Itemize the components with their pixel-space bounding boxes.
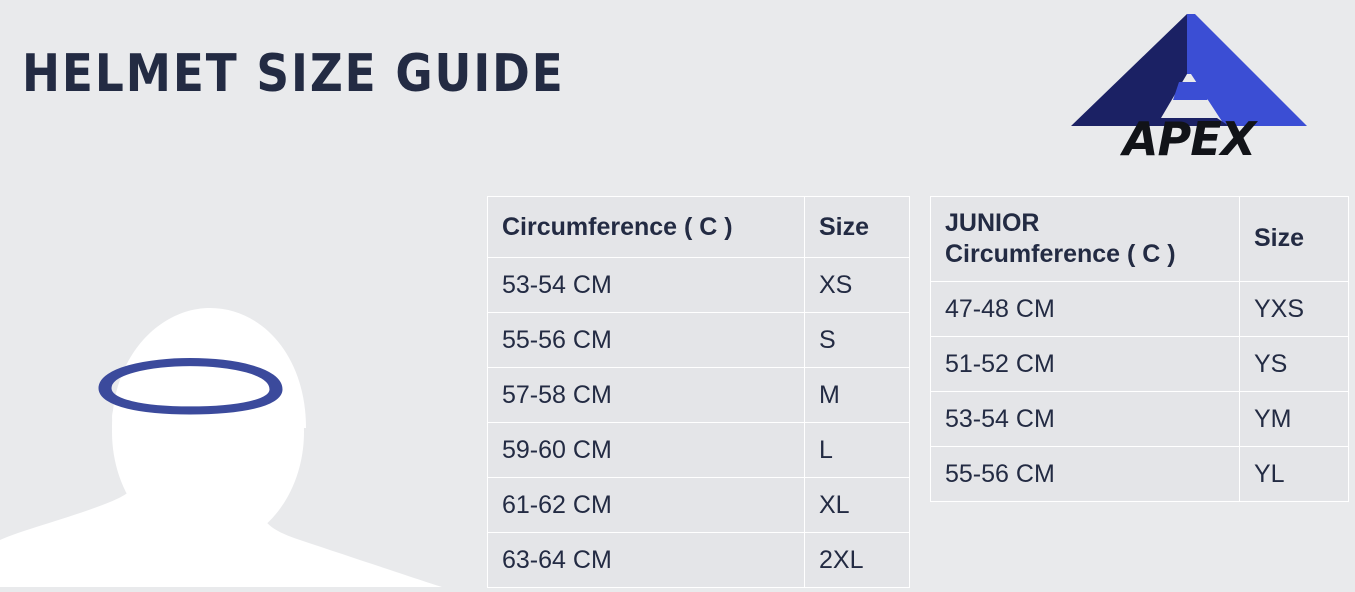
table-row [931,337,1349,392]
junior-circumference-cell: 47-48 CM [931,282,1240,337]
junior-size-table [930,196,1349,502]
adult-size-table [487,196,910,588]
head-circumference-diagram [0,180,470,587]
adult-circumference-cell: 59-60 CM [488,423,805,478]
table-row [488,368,910,423]
table-header-row [488,197,910,258]
junior-header-line1: JUNIOR [945,208,1040,237]
junior-circumference-cell: 51-52 CM [931,337,1240,392]
junior-header-size: Size [1240,197,1349,282]
adult-circumference-cell: 55-56 CM [488,313,805,368]
junior-size-cell: YS [1240,337,1349,392]
adult-size-cell: XL [805,478,910,533]
adult-circumference-cell: 57-58 CM [488,368,805,423]
table-row [931,447,1349,502]
adult-circumference-cell: 63-64 CM [488,533,805,588]
apex-wordmark: APEX [1122,112,1256,166]
table-row [488,533,910,588]
table-row [488,478,910,533]
apex-logo [1069,8,1309,168]
junior-size-cell: YL [1240,447,1349,502]
adult-header-circumference: Circumference ( C ) [488,197,805,258]
junior-size-cell: YXS [1240,282,1349,337]
table-row [488,258,910,313]
table-row [488,423,910,478]
table-row [931,282,1349,337]
table-row [931,392,1349,447]
adult-size-cell: XS [805,258,910,313]
table-header-row [931,197,1349,282]
junior-circumference-cell: 55-56 CM [931,447,1240,502]
adult-size-cell: S [805,313,910,368]
adult-circumference-cell: 53-54 CM [488,258,805,313]
adult-size-cell: M [805,368,910,423]
table-row [488,313,910,368]
junior-circumference-cell: 53-54 CM [931,392,1240,447]
adult-size-cell: 2XL [805,533,910,588]
junior-header-circumference [931,197,1240,282]
junior-size-cell: YM [1240,392,1349,447]
apex-mountain-icon [1069,8,1309,128]
adult-circumference-cell: 61-62 CM [488,478,805,533]
page-title: HELMET SIZE GUIDE [22,44,565,104]
adult-header-size: Size [805,197,910,258]
adult-size-cell: L [805,423,910,478]
junior-header-line2: Circumference ( C ) [945,240,1176,268]
